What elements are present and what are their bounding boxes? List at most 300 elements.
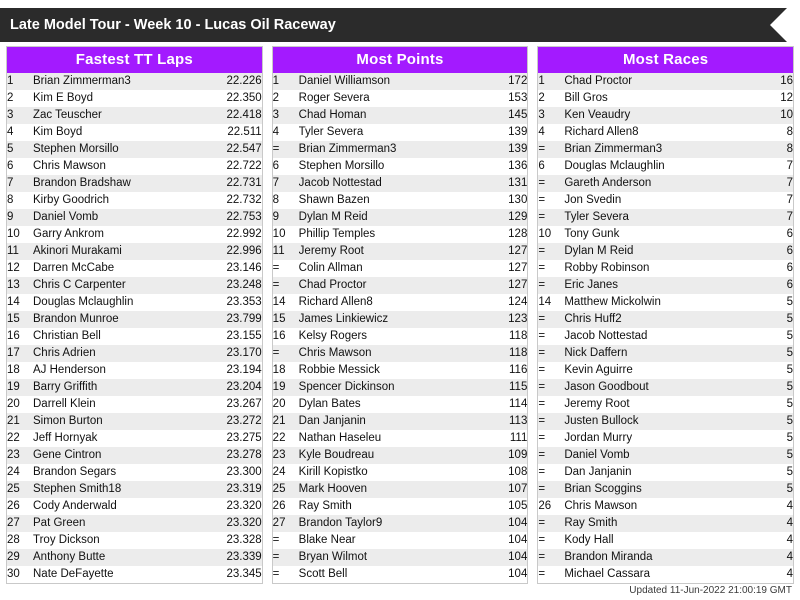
row-driver-name: Brian Scoggins (564, 481, 741, 498)
row-driver-name: Darrell Klein (33, 398, 96, 410)
row-driver-name: Bryan Wilmot (299, 549, 476, 566)
row-value: 6 (786, 262, 794, 274)
row-value: 127 (475, 277, 527, 294)
row-value: 131 (475, 175, 527, 192)
table-row (7, 464, 262, 481)
row-driver-name: Stephen Morsillo (33, 141, 210, 158)
table-row (273, 549, 528, 566)
row-position: 11 (273, 243, 299, 260)
row-value: 104 (475, 549, 527, 566)
table-row (7, 226, 262, 243)
row-driver-name: Blake Near (298, 534, 356, 546)
table-row (7, 124, 262, 141)
row-value: 12 (780, 92, 794, 104)
table-row (538, 396, 793, 413)
row-value: 115 (475, 379, 527, 396)
row-value: 5 (741, 379, 793, 396)
row-position: = (538, 432, 546, 444)
row-position: = (273, 345, 299, 362)
row-driver-name: Daniel Vomb (564, 447, 741, 464)
row-driver-name: Jon Svedin (564, 194, 622, 206)
row-driver-name: Ray Smith (564, 515, 741, 532)
row-position: = (273, 277, 299, 294)
row-driver-name: Brian Zimmerman3 (299, 141, 476, 158)
table-row (7, 90, 262, 107)
row-value: 23.328 (226, 534, 262, 546)
row-value: 116 (509, 364, 528, 376)
table-row (273, 328, 528, 345)
row-value: 4 (786, 534, 794, 546)
row-position: 25 (7, 481, 33, 498)
row-position: 3 (273, 107, 299, 124)
row-driver-name: Simon Burton (33, 413, 210, 430)
table-row (538, 515, 793, 532)
row-driver-name: Pat Green (33, 515, 210, 532)
row-position: 23 (273, 447, 299, 464)
row-position: 3 (538, 107, 564, 124)
row-value: 104 (508, 534, 528, 546)
table-row (7, 192, 262, 209)
row-driver-name: Chad Proctor (564, 73, 741, 90)
table-row (538, 192, 793, 209)
row-position: 24 (7, 466, 20, 478)
row-position: = (538, 175, 564, 192)
row-driver-name: Stephen Smith18 (33, 481, 210, 498)
row-value: 22.753 (210, 209, 262, 226)
row-value: 23.194 (226, 364, 262, 376)
row-position: = (538, 330, 546, 342)
row-position: = (272, 568, 280, 580)
row-position: 14 (7, 296, 20, 308)
row-driver-name: Christian Bell (33, 330, 101, 342)
row-driver-name: Daniel Vomb (33, 209, 210, 226)
table-row (273, 243, 528, 260)
row-position: 25 (273, 481, 299, 498)
column-most-points (272, 46, 529, 584)
most-races-body (538, 73, 793, 583)
table-row (7, 447, 262, 464)
table-row (7, 498, 262, 515)
row-value: 23.319 (210, 481, 262, 498)
table-row (538, 311, 793, 328)
table-row (7, 481, 262, 498)
row-driver-name: Chris Adrien (33, 345, 210, 362)
row-position: 27 (7, 515, 33, 532)
row-value: 23.353 (226, 296, 262, 308)
row-position: 10 (538, 228, 552, 240)
row-driver-name: Ken Veaudry (564, 107, 741, 124)
row-position: 27 (273, 515, 299, 532)
row-value: 128 (508, 228, 528, 240)
row-driver-name: Dylan Bates (298, 398, 361, 410)
row-value: 129 (475, 209, 527, 226)
row-driver-name: Troy Dickson (33, 534, 100, 546)
table-row (538, 345, 793, 362)
row-value: 22.418 (210, 107, 262, 124)
table-row (273, 226, 528, 243)
table-row (7, 396, 262, 413)
row-position: 3 (7, 107, 33, 124)
row-driver-name: Cody Anderwald (33, 500, 117, 512)
row-value: 7 (786, 160, 794, 172)
row-driver-name: Phillip Temples (298, 228, 376, 240)
row-position: = (538, 413, 564, 430)
row-driver-name: Daniel Williamson (299, 73, 476, 90)
row-position: 4 (272, 126, 280, 138)
row-value: 5 (786, 466, 794, 478)
row-driver-name: Chad Homan (299, 107, 476, 124)
table-row (7, 532, 262, 549)
row-value: 105 (508, 500, 528, 512)
table-row (538, 413, 793, 430)
row-value: 23.320 (226, 500, 262, 512)
row-value: 6 (786, 228, 794, 240)
row-driver-name: Brandon Miranda (564, 549, 741, 566)
table-row (538, 277, 793, 294)
page-title: Late Model Tour - Week 10 - Lucas Oil Raceway (10, 17, 336, 33)
row-value: 124 (508, 296, 528, 308)
row-value: 22.350 (226, 92, 262, 104)
row-value: 22.511 (227, 126, 262, 138)
table-row (7, 260, 262, 277)
row-position: = (538, 311, 564, 328)
row-position: 14 (538, 296, 552, 308)
row-driver-name: Mark Hooven (299, 481, 476, 498)
table-row (538, 447, 793, 464)
row-position: 10 (7, 228, 20, 240)
table-row (7, 379, 262, 396)
row-position: 4 (7, 126, 14, 138)
row-position: 19 (273, 379, 299, 396)
table-row (7, 311, 262, 328)
row-position: 4 (538, 126, 545, 138)
row-position: 20 (7, 398, 20, 410)
table-row (273, 362, 528, 379)
row-driver-name: Robbie Messick (298, 364, 380, 376)
row-position: = (538, 534, 546, 546)
row-value: 23.204 (210, 379, 262, 396)
table-row (7, 413, 262, 430)
table-row (273, 73, 528, 90)
row-value: 172 (475, 73, 527, 90)
row-driver-name: Bill Gros (564, 92, 608, 104)
table-row (538, 464, 793, 481)
table-row (273, 566, 528, 583)
table-row (538, 73, 793, 90)
row-position: 6 (538, 160, 545, 172)
table-row (7, 362, 262, 379)
table-row (538, 107, 793, 124)
row-position: = (538, 515, 564, 532)
row-value: 127 (508, 262, 528, 274)
row-position: 2 (272, 92, 280, 104)
table-row (7, 158, 262, 175)
row-driver-name: Roger Severa (298, 92, 370, 104)
row-driver-name: Brandon Taylor9 (299, 515, 476, 532)
column-title: Most Races (538, 47, 793, 73)
row-position: 1 (7, 73, 33, 90)
row-value: 5 (741, 311, 793, 328)
row-driver-name: Dylan M Reid (299, 209, 476, 226)
table-row (273, 413, 528, 430)
table-row (7, 549, 262, 566)
row-value: 6 (741, 243, 793, 260)
row-value: 23.799 (210, 311, 262, 328)
row-value: 136 (508, 160, 528, 172)
row-position: 6 (272, 160, 280, 172)
row-driver-name: Eric Janes (564, 277, 741, 294)
row-position: 20 (272, 398, 286, 410)
table-row (538, 243, 793, 260)
row-value: 4 (741, 549, 793, 566)
row-value: 22.722 (226, 160, 262, 172)
row-value: 22.732 (226, 194, 262, 206)
row-driver-name: Jacob Nottestad (564, 330, 648, 342)
row-driver-name: Stephen Morsillo (298, 160, 385, 172)
table-row (273, 447, 528, 464)
table-row (538, 328, 793, 345)
row-driver-name: Kim Boyd (33, 126, 83, 138)
row-position: 15 (273, 311, 299, 328)
row-position: = (538, 364, 546, 376)
row-value: 104 (508, 568, 528, 580)
table-row (7, 209, 262, 226)
table-row (273, 141, 528, 158)
row-value: 139 (508, 126, 528, 138)
row-driver-name: Dan Janjanin (564, 466, 632, 478)
row-value: 7 (786, 194, 794, 206)
row-position: 11 (7, 243, 33, 260)
row-value: 23.339 (210, 549, 262, 566)
row-driver-name: Zac Teuscher (33, 107, 210, 124)
row-driver-name: Jeff Hornyak (33, 432, 98, 444)
table-row (273, 90, 528, 107)
table-row (273, 311, 528, 328)
row-position: 26 (7, 500, 20, 512)
row-driver-name: Kirill Kopistko (298, 466, 368, 478)
row-driver-name: Dylan M Reid (564, 243, 741, 260)
table-row (538, 294, 793, 311)
row-value: 23.345 (226, 568, 262, 580)
row-value: 5 (741, 447, 793, 464)
row-value: 5 (741, 413, 793, 430)
row-value: 5 (786, 432, 794, 444)
row-driver-name: Gene Cintron (33, 447, 210, 464)
row-value: 16 (741, 73, 793, 90)
row-position: 21 (273, 413, 299, 430)
row-value: 23.320 (210, 515, 262, 532)
row-driver-name: Chris Mawson (299, 345, 476, 362)
row-value: 104 (475, 515, 527, 532)
row-value: 5 (786, 296, 794, 308)
row-position: 13 (7, 277, 33, 294)
row-value: 22.731 (210, 175, 262, 192)
table-row (538, 430, 793, 447)
column-title: Fastest TT Laps (7, 47, 262, 73)
fastest-tt-laps-body (7, 73, 262, 583)
row-position: 17 (7, 345, 33, 362)
row-driver-name: Chris Mawson (33, 160, 106, 172)
fastest-tt-laps-table (7, 73, 262, 583)
row-driver-name: Chris C Carpenter (33, 277, 210, 294)
row-position: 9 (273, 209, 299, 226)
row-driver-name: Chris Huff2 (564, 311, 741, 328)
table-row (273, 464, 528, 481)
row-driver-name: Michael Cassara (564, 568, 650, 580)
row-position: 28 (7, 534, 20, 546)
row-driver-name: Anthony Butte (33, 549, 210, 566)
row-driver-name: Kyle Boudreau (299, 447, 476, 464)
row-position: 7 (273, 175, 299, 192)
table-row (538, 124, 793, 141)
row-value: 109 (475, 447, 527, 464)
row-driver-name: Robby Robinson (564, 262, 650, 274)
row-value: 5 (741, 481, 793, 498)
row-driver-name: Tyler Severa (298, 126, 364, 138)
table-row (7, 107, 262, 124)
row-position: 21 (7, 413, 33, 430)
most-points-body (273, 73, 528, 583)
row-value: 123 (475, 311, 527, 328)
row-position: 8 (7, 194, 14, 206)
row-position: 6 (7, 160, 14, 172)
row-value: 5 (741, 345, 793, 362)
row-driver-name: Richard Allen8 (298, 296, 373, 308)
row-driver-name: Kevin Aguirre (564, 364, 633, 376)
row-driver-name: Kody Hall (564, 534, 614, 546)
row-value: 22.996 (210, 243, 262, 260)
table-row (7, 73, 262, 90)
row-position: 14 (272, 296, 286, 308)
row-position: = (538, 194, 546, 206)
row-value: 5 (786, 398, 794, 410)
row-position: = (538, 262, 546, 274)
row-position: 24 (272, 466, 286, 478)
row-driver-name: Akinori Murakami (33, 243, 210, 260)
row-driver-name: Garry Ankrom (33, 228, 104, 240)
row-driver-name: Justen Bullock (564, 413, 741, 430)
table-row (273, 481, 528, 498)
row-position: 7 (7, 175, 33, 192)
row-position: = (538, 243, 564, 260)
row-driver-name: Kirby Goodrich (33, 194, 110, 206)
row-position: 18 (7, 364, 20, 376)
row-position: 8 (272, 194, 280, 206)
row-value: 108 (508, 466, 528, 478)
row-position: = (538, 398, 546, 410)
row-driver-name: Jeremy Root (299, 243, 476, 260)
row-value: 8 (786, 126, 794, 138)
table-row (273, 345, 528, 362)
row-position: = (538, 209, 564, 226)
row-value: 23.155 (226, 330, 262, 342)
standings-columns (6, 46, 794, 584)
row-driver-name: Nate DeFayette (33, 568, 114, 580)
row-value: 23.170 (210, 345, 262, 362)
table-row (538, 549, 793, 566)
row-value: 5 (786, 364, 794, 376)
table-row (7, 430, 262, 447)
row-driver-name: Colin Allman (298, 262, 363, 274)
row-position: = (273, 141, 299, 158)
row-position: = (538, 345, 564, 362)
row-driver-name: Tyler Severa (564, 209, 741, 226)
row-position: = (538, 466, 546, 478)
row-driver-name: Kelsy Rogers (298, 330, 368, 342)
row-driver-name: Brandon Munroe (33, 311, 210, 328)
page-header (0, 8, 800, 42)
row-driver-name: Shawn Bazen (298, 194, 370, 206)
row-position: = (538, 277, 564, 294)
row-value: 23.300 (226, 466, 262, 478)
row-value: 118 (475, 345, 527, 362)
row-position: 12 (7, 262, 20, 274)
row-value: 22.547 (210, 141, 262, 158)
table-row (7, 175, 262, 192)
row-position: = (538, 447, 564, 464)
row-position: = (538, 549, 564, 566)
row-position: 16 (272, 330, 286, 342)
row-driver-name: Kim E Boyd (33, 92, 94, 104)
table-row (7, 243, 262, 260)
table-row (538, 481, 793, 498)
row-position: 26 (538, 500, 552, 512)
row-position: 23 (7, 447, 33, 464)
table-row (538, 566, 793, 583)
row-value: 127 (475, 243, 527, 260)
row-value: 114 (509, 398, 528, 410)
row-position: = (272, 262, 280, 274)
table-row (538, 260, 793, 277)
row-driver-name: Barry Griffith (33, 379, 210, 396)
row-value: 23.146 (226, 262, 262, 274)
row-driver-name: Ray Smith (298, 500, 352, 512)
row-driver-name: Jordan Murry (564, 432, 633, 444)
row-driver-name: Spencer Dickinson (299, 379, 476, 396)
table-row (273, 430, 528, 447)
row-driver-name: Darren McCabe (33, 262, 115, 274)
table-row (273, 175, 528, 192)
row-value: 8 (741, 141, 793, 158)
row-value: 111 (509, 432, 528, 444)
row-value: 118 (509, 330, 528, 342)
table-row (538, 379, 793, 396)
table-row (273, 532, 528, 549)
row-value: 6 (741, 277, 793, 294)
row-driver-name: Brian Zimmerman3 (33, 73, 210, 90)
most-races-table (538, 73, 793, 583)
row-position: = (538, 141, 564, 158)
row-position: 1 (273, 73, 299, 90)
row-value: 7 (741, 209, 793, 226)
row-position: 10 (272, 228, 286, 240)
table-row (273, 396, 528, 413)
row-position: 22 (272, 432, 286, 444)
row-driver-name: James Linkiewicz (299, 311, 476, 328)
row-position: 1 (538, 73, 564, 90)
table-row (273, 498, 528, 515)
column-most-races (537, 46, 794, 584)
table-row (273, 107, 528, 124)
row-position: 26 (272, 500, 286, 512)
table-row (7, 277, 262, 294)
row-value: 4 (786, 500, 794, 512)
table-row (538, 226, 793, 243)
row-value: 130 (508, 194, 528, 206)
column-fastest-tt-laps (6, 46, 263, 584)
row-driver-name: Douglas Mclaughlin (564, 160, 665, 172)
table-row (538, 498, 793, 515)
